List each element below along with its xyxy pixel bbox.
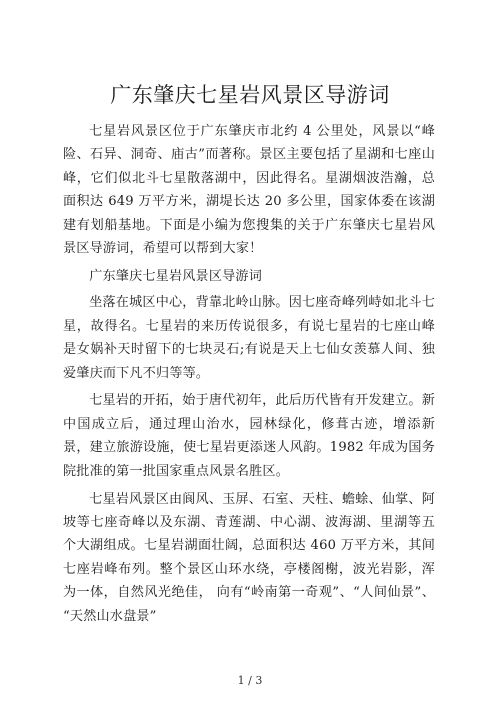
paragraph-scenery: 七星岩风景区由阆风、玉屏、石室、天柱、蟾蜍、仙掌、阿坡等七座奇峰以及东湖、青莲湖、中心湖、波海湖、里湖等五个大湖组成。七星岩湖面壮阔，总面积达 460 万平方米，其间七座岩峰布列。整个景区山环水绕，亭楼阁榭，波光岩影，浑为一体，自然风光绝佳， 向有“岭南第一奇观”、“人间仙景”、 “天然山水盘景” <box>63 491 435 624</box>
paragraph-history: 七星岩的开拓，始于唐代初年，此后历代皆有开发建立。新中国成立后，通过理山治水，园林绿化，修葺古迹，增添新景，建立旅游设施，使七星岩更添迷人风韵。1982 年成为国务院批准的第一批国家重点风景名胜区。 <box>63 393 435 479</box>
paragraph-location: 坐落在城区中心，背靠北岭山脉。因七座奇峰列峙如北斗七星，故得名。七星岩的来历传说很多，有说七星岩的七座山峰是女娲补天时留下的七块灵石;有说是天上七仙女羡慕人间、独爱肇庆而下凡不归等等。 <box>63 295 435 381</box>
section-heading: 广东肇庆七星岩风景区导游词 <box>89 268 263 284</box>
paragraph-intro: 七星岩风景区位于广东肇庆市北约 4 公里处，风景以“峰险、石异、洞奇、庙古”而著称。景区主要包括了星湖和七座山峰，它们似北斗七星散落湖中，因此得名。星湖烟波浩瀚，总面积达 649 万平方米，湖堤长达 20 多公里，国家体委在该湖建有划船基地。下面是小编为您搜集的关于广东肇庆七星岩风景区导游词，希望可以帮到大家！ <box>63 124 435 257</box>
document-body <box>63 120 435 633</box>
page-title: 广东肇庆七星岩风景区导游词 <box>110 83 390 107</box>
page-number: 1 / 3 <box>237 674 263 687</box>
